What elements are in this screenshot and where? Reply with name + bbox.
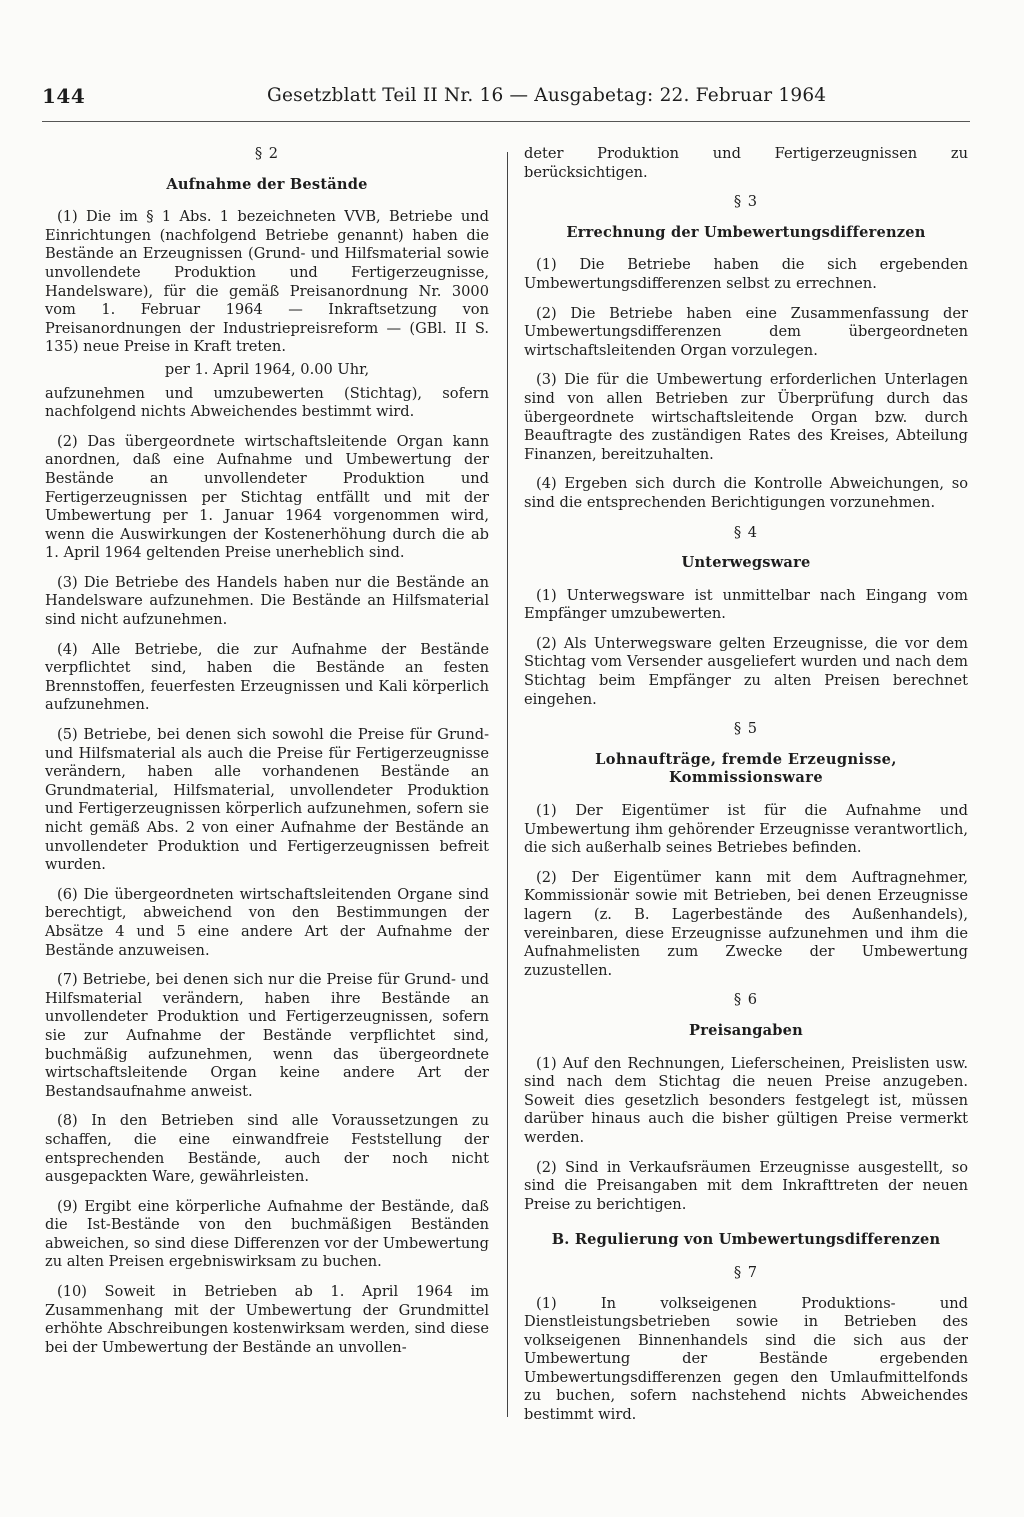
section-heading: Lohnaufträge, fremde Erzeugnisse, Kommissionsware — [595, 750, 897, 787]
left-column — [45, 145, 489, 1368]
page-number: 144 — [42, 84, 86, 108]
right-column — [524, 145, 968, 1436]
date-line: per 1. April 1964, 0.00 Uhr, — [164, 360, 370, 378]
section-number: § 4 — [733, 523, 759, 541]
section-heading: Unterwegsware — [681, 554, 811, 572]
paragraph: (1) Unterwegsware ist unmittelbar nach Eingang vom Empfänger umzubewerten. — [524, 586, 968, 623]
section-heading: Aufnahme der Bestände — [166, 175, 368, 193]
section-heading: Errechnung der Umbewertungsdifferenzen — [566, 223, 926, 241]
running-title: Gesetzblatt Teil II Nr. 16 — Ausgabetag: 22. Februar 1964 — [267, 85, 827, 106]
paragraph: (7) Betriebe, bei denen sich nur die Preise für Grund- und Hilfsmaterial verändern, haben ihre Bestände an unvollendeter Produktion und Fertigerzeugnissen, sofern sie zur Aufnahme der Bestände verpflichtet sind, buchmäßig aufzunehmen, wenn das übergeordnete wirtschaftsleitende Organ keine andere Art der Bestandsaufnahme anweist. — [45, 971, 489, 1100]
page-header — [42, 84, 970, 110]
column-divider — [507, 152, 508, 1417]
section-number: § 7 — [733, 1263, 759, 1281]
paragraph: (4) Ergeben sich durch die Kontrolle Abweichungen, so sind die entsprechenden Berichtigungen vorzunehmen. — [524, 475, 968, 511]
section-heading: Preisangaben — [689, 1021, 803, 1039]
section-number: § 6 — [733, 991, 759, 1009]
paragraph: (6) Die übergeordneten wirtschaftsleitenden Organe sind berechtigt, abweichend von den Bestimmungen der Absätze 4 und 5 eine andere Art der Aufnahme der Bestände anzuweisen. — [45, 885, 489, 959]
paragraph: (1) Auf den Rechnungen, Lieferscheinen, Preislisten usw. sind nach dem Stichtag die neuen Preise anzugeben. Soweit dies gesetzlich besonders festgelegt ist, müssen darüber hinaus auch die bisher gültigen Preise vermerkt werden. — [524, 1054, 968, 1146]
paragraph: (1) Der Eigentümer ist für die Aufnahme und Umbewertung ihm gehörender Erzeugnisse verantwortlich, die sich außerhalb seines Betriebes befinden. — [524, 802, 968, 857]
paragraph: (2) Als Unterwegsware gelten Erzeugnisse, die vor dem Stichtag vom Versender ausgeliefert wurden und nach dem Stichtag beim Empfänger zu alten Preisen berechnet eingehen. — [524, 634, 968, 708]
header-rule — [42, 121, 970, 122]
paragraph: (2) Die Betriebe haben eine Zusammenfassung der Umbewertungsdifferenzen dem übergeordneten wirtschaftsleitenden Organ vorzulegen. — [524, 304, 968, 359]
paragraph: (9) Ergibt eine körperliche Aufnahme der Bestände, daß die Ist-Bestände von den buchmäßigen Beständen abweichen, so sind diese Differenzen vor der Umbewertung zu alten Preisen ergebniswirksam zu buchen. — [45, 1197, 489, 1271]
paragraph: (8) In den Betrieben sind alle Voraussetzungen zu schaffen, die eine einwandfreie Feststellung der entsprechenden Bestände, auch der noch nicht ausgepackten Ware, gewährleisten. — [45, 1112, 489, 1186]
paragraph: (5) Betriebe, bei denen sich sowohl die Preise für Grund- und Hilfsmaterial als auch die Preise für Fertigerzeugnisse verändern, haben alle vorhandenen Bestände an Grundmaterial, Hilfsmaterial, unvollendeter Produktion und Fertigerzeugnissen körperlich aufzunehmen, sofern sie nicht gemäß Abs. 2 von einer Aufnahme der Bestände an unvollendeter Produktion und Fertigerzeugnissen befreit wurden. — [45, 726, 489, 874]
paragraph: (2) Der Eigentümer kann mit dem Auftragnehmer, Kommissionär sowie mit Betrieben, bei denen Erzeugnisse lagern (z. B. Lagerbestände des Außenhandels), vereinbaren, diese Erzeugnisse aufzunehmen und ihm die Aufnahmelisten zum Zwecke der Umbewertung zuzustellen. — [524, 868, 968, 979]
paragraph: (1) Die Betriebe haben die sich ergebenden Umbewertungsdifferenzen selbst zu errechnen. — [524, 256, 968, 292]
paragraph: (4) Alle Betriebe, die zur Aufnahme der Bestände verpflichtet sind, haben die Bestände an festen Brennstoffen, feuerfesten Erzeugnissen und Kali körperlich aufzunehmen. — [45, 640, 489, 714]
paragraph: (1) Die im § 1 Abs. 1 bezeichneten VVB, Betriebe und Einrichtungen (nachfolgend Betriebe genannt) haben die Bestände an Erzeugnissen (Grund- und Hilfsmaterial sowie unvollendete Produktion und Fertigerzeugnisse, Handelsware), für die gemäß Preisanordnung Nr. 3000 vom 1. Februar 1964 — Inkraftsetzung von Preisanordnungen der Industriepreisreform — (GBl. II S. 135) neue Preise in Kraft treten. — [45, 208, 489, 356]
section-number: § 2 — [254, 145, 280, 162]
paragraph: (1) In volkseigenen Produktions- und Dienstleistungsbetrieben sowie in Betrieben des volkseigenen Binnenhandels sind die sich aus der Umbewertung der Bestände ergebenden Umbewertungsdifferenzen gegen den Umlaufmittelfonds zu buchen, sofern nachstehend nichts Abweichendes bestimmt wird. — [524, 1294, 968, 1424]
section-number: § 3 — [733, 193, 759, 211]
part-heading: B. Regulierung von Umbewertungsdifferenzen — [551, 1231, 941, 1249]
paragraph: (10) Soweit in Betrieben ab 1. April 1964 im Zusammenhang mit der Umbewertung der Grundmittel erhöhte Abschreibungen kostenwirksam werden, sind diese bei der Umbewertung der Bestände an unvollen- — [45, 1283, 489, 1356]
paragraph: (3) Die für die Umbewertung erforderlichen Unterlagen sind von allen Betrieben zur Überprüfung durch das übergeordnete wirtschaftsleitende Organ bzw. durch Beauftragte des zuständigen Rates des Kreises, Abteilung Finanzen, bereitzuhalten. — [524, 371, 968, 463]
paragraph-continuation: deter Produktion und Fertigerzeugnissen zu berücksichtigen. — [524, 145, 968, 181]
paragraph: (2) Das übergeordnete wirtschaftsleitende Organ kann anordnen, daß eine Aufnahme und Umbewertung der Bestände an unvollendeter Produktion und Fertigerzeugnissen per Stichtag entfällt und mit der Umbewertung per 1. Januar 1964 vorgenommen wird, wenn die Auswirkungen der Kostenerhöhung durch die ab 1. April 1964 geltenden Preise unerheblich sind. — [45, 432, 489, 562]
paragraph: (3) Die Betriebe des Handels haben nur die Bestände an Handelsware aufzunehmen. Die Bestände an Hilfsmaterial sind nicht aufzunehmen. — [45, 573, 489, 629]
section-number: § 5 — [733, 720, 759, 738]
paragraph-continuation: aufzunehmen und umzubewerten (Stichtag), sofern nachfolgend nichts Abweichendes bestimmt wird. — [45, 384, 489, 421]
paragraph: (2) Sind in Verkaufsräumen Erzeugnisse ausgestellt, so sind die Preisangaben mit dem Inkrafttreten der neuen Preise zu berichtigen. — [524, 1158, 968, 1213]
